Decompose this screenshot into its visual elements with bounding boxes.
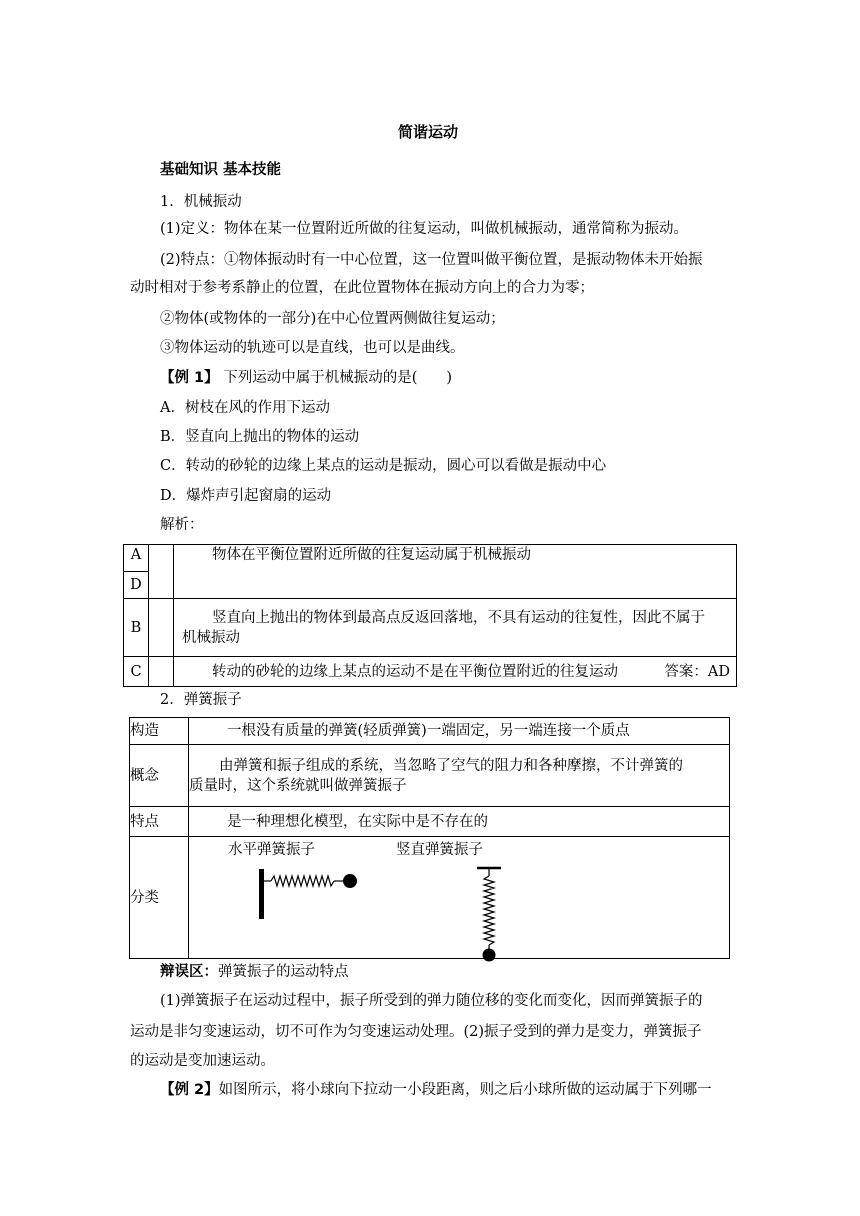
analysis-text-b-line1: 竖直向上抛出的物体到最高点反返回落地，不具有运动的往复性，因此不属于: [212, 609, 705, 626]
feature-line-2: 动时相对于参考系静止的位置，在此位置物体在振动方向上的合力为零；: [130, 280, 594, 296]
spring-text-feature: 是一种理想化模型，在实际中是不存在的: [189, 807, 730, 837]
example1-text: 下列运动中属于机械振动的是( ): [223, 370, 453, 386]
analysis-key-c: C: [124, 657, 149, 687]
feature-line-4: ③物体运动的轨迹可以是直线，也可以是曲线。: [160, 340, 465, 356]
spring-text-concept: [189, 745, 730, 807]
analysis-text-b-line2: 机械振动: [182, 629, 240, 646]
analysis-text-ad: 物体在平衡位置附近所做的往复运动属于机械振动: [174, 545, 737, 599]
spring-text-concept-line1: 由弹簧和振子组成的系统，当忽略了空气的阻力和各种摩擦，不计弹簧的: [219, 757, 683, 774]
analysis-empty-cell: [149, 545, 174, 599]
spring-text-concept-line2: 质量时，这个系统就叫做弹簧振子: [189, 777, 407, 794]
feature-line-3: ②物体(或物体的一部分)在中心位置两侧做往复运动；: [160, 311, 505, 327]
example2-text: 如图所示，将小球向下拉动一小段距离，则之后小球所做的运动属于下列哪一: [218, 1082, 712, 1098]
spring-key-concept: 概念: [130, 745, 189, 807]
error-zone-label: 辩误区：: [160, 964, 218, 980]
item2-heading: 2．弹簧振子: [160, 692, 242, 708]
analysis-key-a: A: [124, 545, 149, 572]
analysis-empty-cell: [149, 657, 174, 687]
error-zone-heading: [160, 962, 349, 982]
example1-option-a: A．树枝在风的作用下运动: [160, 400, 330, 416]
analysis-text-b: [174, 599, 737, 657]
horizontal-spring-diagram: [259, 864, 369, 924]
spring-table: [129, 717, 730, 959]
spring-text-structure: 一根没有质量的弹簧(轻质弹簧)一端固定，另一端连接一个质点: [189, 718, 730, 745]
horizontal-spring-label: 水平弹簧振子: [228, 842, 315, 858]
vertical-spring-diagram: [471, 866, 507, 962]
analysis-table: [123, 544, 737, 687]
error-zone-title: 弹簧振子的运动特点: [218, 964, 349, 980]
section-heading: 基础知识 基本技能: [160, 162, 282, 178]
example1-option-d: D．爆炸声引起窗扇的运动: [160, 488, 332, 504]
analysis-text-c-body: 转动的砂轮的边缘上某点的运动不是在平衡位置附近的往复运动: [212, 663, 618, 680]
example1-question: [160, 368, 452, 388]
example1-option-b: B．竖直向上抛出的物体的运动: [160, 429, 360, 445]
page-title: 简谐运动: [398, 123, 459, 141]
spring-key-structure: 构造: [130, 718, 189, 745]
error-zone-line-2: 运动是非匀变速运动，切不可作为匀变速运动处理。(2)振子受到的弹力是变力，弹簧振子: [130, 1024, 702, 1040]
example1-option-c: C．转动的砂轮的边缘上某点的运动是振动，圆心可以看做是振动中心: [160, 458, 607, 474]
example1-label: 【例 1】: [160, 370, 219, 386]
example2-label: 【例 2】: [160, 1082, 219, 1098]
example2: [160, 1080, 712, 1100]
analysis-text-c: [174, 657, 737, 687]
answer: 答案：AD: [664, 663, 730, 680]
feature-line-1: (2)特点：①物体振动时有一中心位置，这一位置叫做平衡位置，是振动物体未开始振: [160, 252, 703, 268]
item1-heading: 1．机械振动: [160, 194, 242, 210]
analysis-key-b: B: [124, 599, 149, 657]
spring-key-feature: 特点: [130, 807, 189, 837]
analysis-label: 解析：: [160, 517, 204, 533]
spring-key-class: 分类: [130, 837, 189, 959]
analysis-key-d: D: [124, 572, 149, 599]
error-zone-line-1: (1)弹簧振子在运动过程中，振子所受到的弹力随位移的变化而变化，因而弹簧振子的: [160, 993, 703, 1009]
vertical-spring-label: 竖直弹簧振子: [396, 842, 483, 858]
analysis-empty-cell: [149, 599, 174, 657]
spring-class-diagrams: [189, 837, 730, 959]
error-zone-line-3: 的运动是变加速运动。: [130, 1053, 275, 1069]
definition-line: (1)定义：物体在某一位置附近所做的往复运动，叫做机械振动，通常简称为振动。: [160, 221, 689, 237]
